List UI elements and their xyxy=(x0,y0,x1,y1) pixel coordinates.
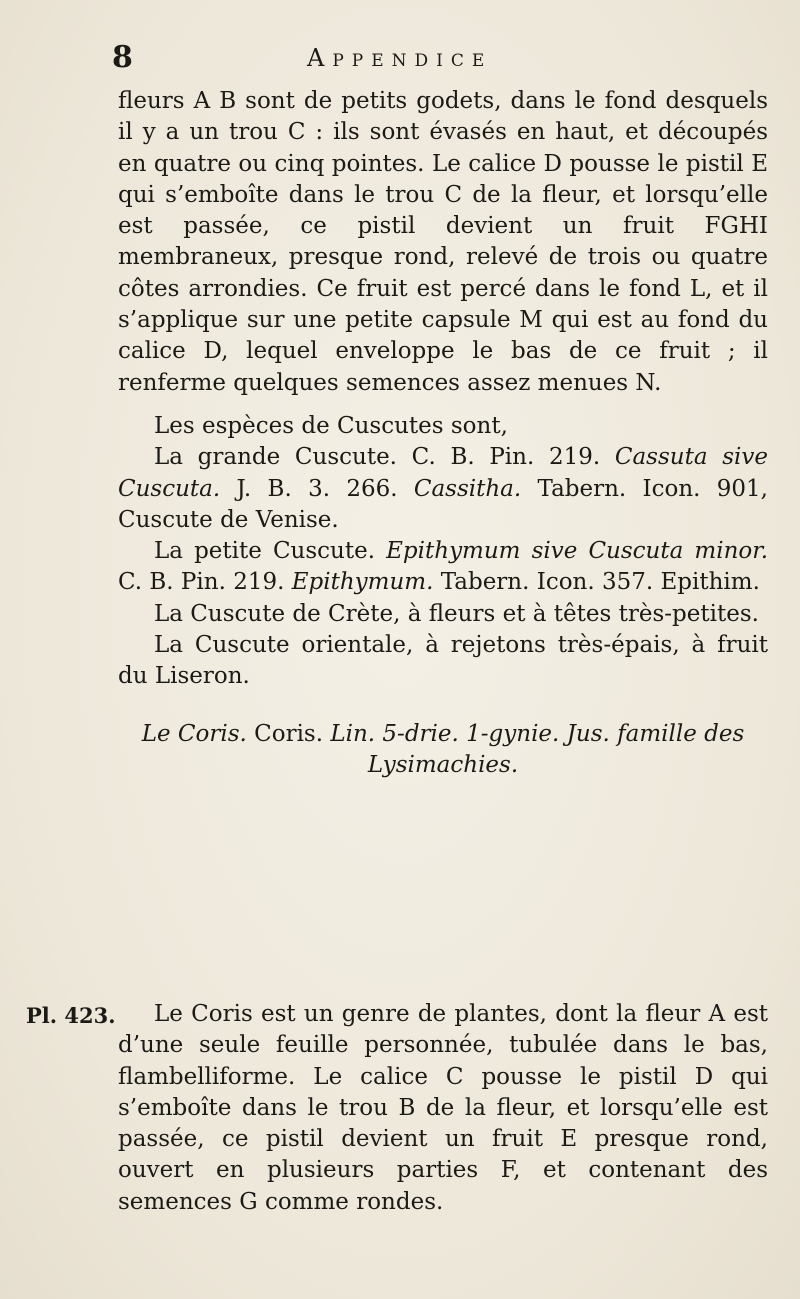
species-latin-name: Cassitha. xyxy=(413,475,522,502)
page-number: 8 xyxy=(112,40,133,75)
paragraph-cuscute-description: fleurs A B sont de petits godets, dans le fond desquels il y a un trou C : ils sont évasés en haut, et découpés en quatre ou cinq pointes. Le calice D pousse le pistil E qui s’emboîte dans le trou C de la fleur, et lorsqu’elle est passée, ce pistil devient un fruit FGHI membraneux, presque rond, relevé de trois ou quatre côtes arrondies. Ce fruit est percé dans le fond L, et il s’applique sur une petite capsule M qui est au fond du calice D, lequel enveloppe le bas de ce fruit ; il renferme quelques semences assez menues N. xyxy=(118,88,768,396)
heading-classification: Lin. 5-drie. 1-gynie. Jus. famille des Lysimachies. xyxy=(330,720,745,778)
running-head: Appendice xyxy=(307,44,493,72)
species-petite-cuscute xyxy=(118,536,768,599)
page-header xyxy=(112,40,772,80)
species-text: J. B. 3. 266. xyxy=(220,475,414,502)
species-text: C. B. Pin. 219. xyxy=(118,569,292,596)
heading-genus: Coris. xyxy=(246,720,331,747)
species-cuscute-orientale: La Cuscute orientale, à rejetons très-épais, à fruit du Liseron. xyxy=(118,632,768,690)
species-grande-cuscute xyxy=(118,442,768,536)
species-text: La petite Cuscute. xyxy=(154,538,387,565)
section-heading-coris xyxy=(118,719,768,782)
species-latin-name: Epithymum. xyxy=(291,569,434,596)
species-text: La grande Cuscute. C. B. Pin. 219. xyxy=(154,444,615,471)
heading-title: Le Coris. xyxy=(141,720,247,747)
species-text: Tabern. Icon. 357. Epithim. xyxy=(433,569,760,596)
paragraph-species-intro: Les espèces de Cuscutes sont, xyxy=(154,412,508,439)
paragraph-coris-description: Le Coris est un genre de plantes, dont la fleur A est d’une seule feuille personnée, tubulée dans le bas, flambelliforme. Le calice C pousse le pistil D qui s’emboîte dans le trou B de la fleur, et lorsqu’elle est passée, ce pistil devient un fruit E presque rond, ouvert en plusieurs parties F, et contenant des semences G comme rondes. xyxy=(118,1001,768,1215)
plate-reference: Pl. 423. xyxy=(26,1003,116,1028)
species-latin-name: Cassuta sive Cuscuta. xyxy=(118,444,768,502)
species-text: Tabern. Icon. 901, Cuscute de Venise. xyxy=(118,475,768,533)
main-text xyxy=(118,86,768,781)
species-latin-name: Epithymum sive Cuscuta minor. xyxy=(386,538,769,565)
species-cuscute-crete: La Cuscute de Crète, à fleurs et à têtes très-petites. xyxy=(154,600,759,627)
